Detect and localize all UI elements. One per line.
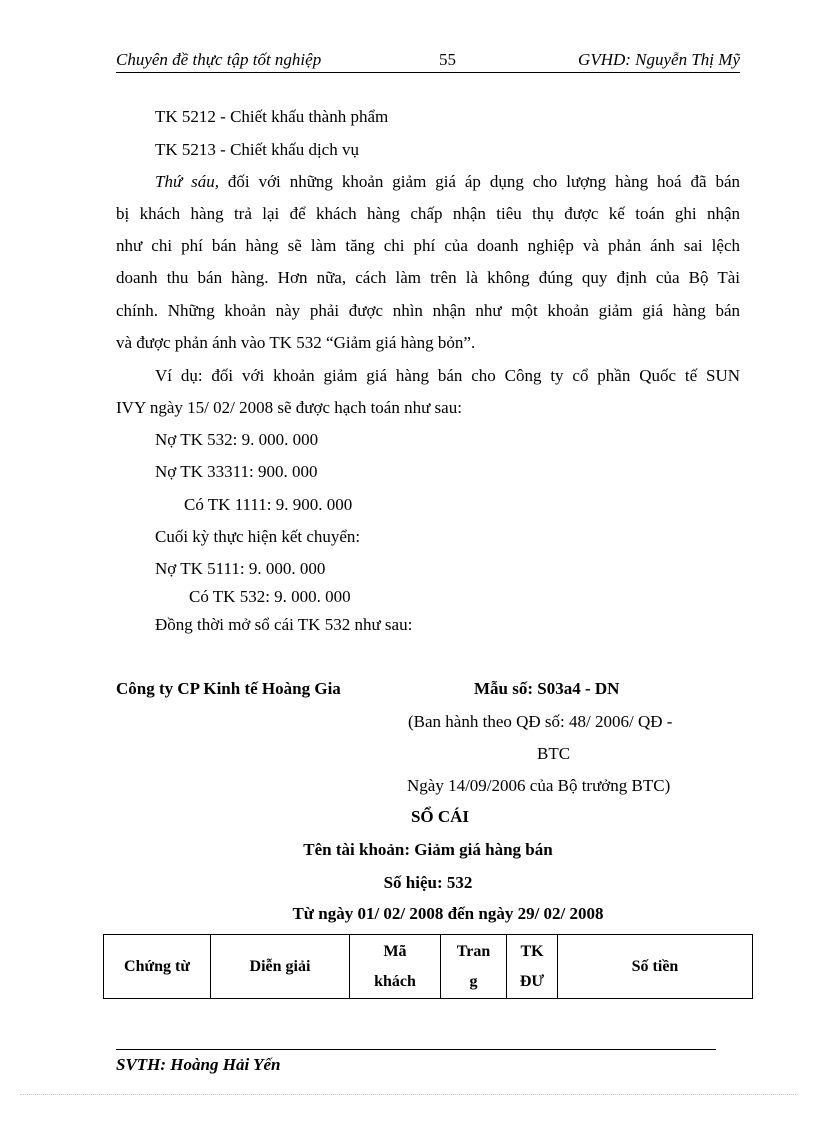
account-number: Số hiệu: 532 bbox=[383, 873, 473, 892]
col-customer-code-l2: khách bbox=[374, 972, 416, 990]
paragraph-line: và được phản ánh vào TK 532 “Giảm giá hàng bỏn”. bbox=[116, 333, 476, 352]
col-page-l2: g bbox=[469, 972, 478, 990]
col-contra-account-l1: TK bbox=[520, 942, 544, 960]
example-line: IVY ngày 15/ 02/ 2008 sẽ được hạch toán như sau: bbox=[116, 398, 462, 417]
company-name: Công ty CP Kinh tế Hoàng Gia bbox=[116, 679, 341, 698]
col-description: Diễn giải bbox=[211, 935, 350, 999]
col-contra-account-l2: ĐƯ bbox=[519, 972, 545, 990]
header-report-title: Chuyên đề thực tập tốt nghiệp bbox=[116, 50, 322, 69]
page-edge-divider bbox=[20, 1094, 796, 1095]
header-supervisor: GVHD: Nguyễn Thị Mỹ bbox=[578, 50, 740, 69]
paragraph-line-text: đối với những khoản giảm giá áp dụng cho lượng hàng hoá đã bán bbox=[219, 172, 741, 191]
col-customer-code-l1: Mã bbox=[383, 942, 407, 960]
page-header bbox=[116, 48, 740, 73]
page-number: 55 bbox=[439, 50, 456, 69]
issued-by-line: (Ban hành theo QĐ số: 48/ 2006/ QĐ - bbox=[408, 712, 673, 731]
paragraph-lead: Thứ sáu, bbox=[155, 172, 220, 191]
paragraph-line: chính. Những khoản này phải được nhìn nhận như một khoản giảm giá hàng bán bbox=[116, 301, 740, 320]
tk5213-line: TK 5213 - Chiết khấu dịch vụ bbox=[155, 140, 359, 159]
col-page-l1: Tran bbox=[456, 942, 491, 960]
col-voucher: Chứng từ bbox=[104, 935, 211, 999]
ledger-intro: Đồng thời mở sổ cái TK 532 như sau: bbox=[155, 615, 413, 634]
col-page bbox=[441, 935, 507, 999]
journal-entry: Nợ TK 532: 9. 000. 000 bbox=[155, 430, 319, 449]
journal-entry: Có TK 1111: 9. 900. 000 bbox=[184, 495, 353, 514]
issued-by-line: Ngày 14/09/2006 của Bộ trưởng BTC) bbox=[407, 776, 671, 795]
form-number: Mẫu số: S03a4 - DN bbox=[474, 679, 620, 698]
paragraph-line bbox=[116, 171, 740, 193]
journal-entry: Có TK 532: 9. 000. 000 bbox=[189, 587, 351, 606]
journal-entry: Nợ TK 5111: 9. 000. 000 bbox=[155, 559, 326, 578]
tk5212-line: TK 5212 - Chiết khấu thành phẩm bbox=[155, 107, 389, 126]
table-header-row bbox=[104, 935, 753, 999]
paragraph-line: doanh thu bán hàng. Hơn nữa, cách làm trên là không đúng quy định của Bộ Tài bbox=[116, 268, 740, 287]
account-name: Tên tài khoản: Giảm giá hàng bán bbox=[303, 840, 553, 859]
paragraph-line: bị khách hàng trả lại để khách hàng chấp nhận tiêu thụ được kế toán ghi nhận bbox=[116, 204, 740, 223]
col-contra-account bbox=[507, 935, 558, 999]
col-customer-code bbox=[350, 935, 441, 999]
col-amount: Số tiền bbox=[558, 935, 753, 999]
issued-by-line: BTC bbox=[537, 744, 571, 763]
ledger-title: SỔ CÁI bbox=[410, 807, 470, 826]
example-line: Ví dụ: đối với khoản giảm giá hàng bán cho Công ty cổ phần Quốc tế SUN bbox=[155, 366, 740, 385]
journal-entry: Nợ TK 33311: 900. 000 bbox=[155, 462, 318, 481]
footer-divider bbox=[116, 1049, 716, 1050]
closing-label: Cuối kỳ thực hiện kết chuyển: bbox=[155, 527, 361, 546]
paragraph-line: như chi phí bán hàng sẽ làm tăng chi phí của doanh nghiệp và phản ánh sai lệch bbox=[116, 236, 740, 255]
footer-student: SVTH: Hoàng Hải Yến bbox=[116, 1055, 281, 1074]
ledger-table bbox=[103, 934, 753, 999]
period-range: Từ ngày 01/ 02/ 2008 đến ngày 29/ 02/ 2008 bbox=[292, 904, 604, 923]
